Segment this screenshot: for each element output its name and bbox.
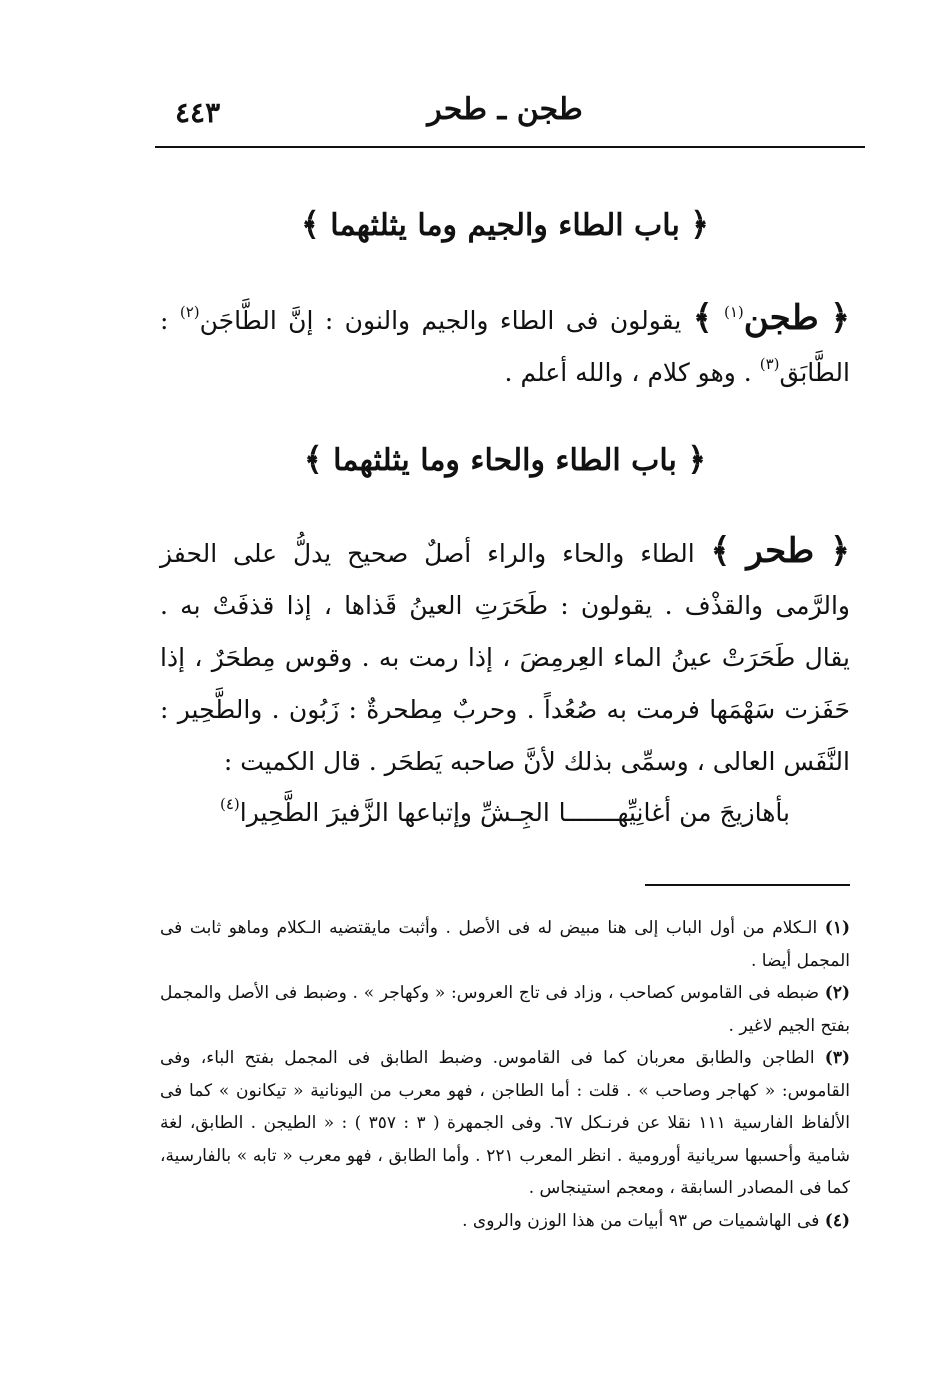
footnote-item [160,977,850,1042]
footnote-text: الـكلام من أول الباب إلى هنا مبيض له فى الأصل . وأثبت مايقتضيه الـكلام وماهو ثابت فى المجمل أيضا . [160,918,850,971]
entry-tajan [160,292,850,399]
ornate-bracket-close: ﴾ [692,298,713,338]
header-rule [155,146,865,148]
footnote-rule [645,884,850,886]
hemistich-text: بأهازيجَ من أغانِيِّهـ [610,798,790,827]
verse-hemistich-1 [559,798,790,827]
footnotes [160,912,850,1237]
footnote-ref: (٢) [179,303,200,321]
footnote-ref: (٣) [759,355,780,373]
entry-headword: طحر [746,531,815,571]
entry-text: الطاء والحاء والراء أصلٌ صحيح يدلُّ على الحفز والرَّمى والقذْف . يقولون : طَحَرَتِ العينُ قَذاها ، إذا قذفَتْ به . يقال طَحَرَتْ عينُ الماء العِرمِضَ ، إذا رمت به . وقوس مِطحَرٌ ، إذا حَفَزت سَهْمَها فرمت به صُعُداً . وحربٌ مِطحرةٌ : زَبُون . والطَّحِير : النَّفَس العالى ، وسمِّى بذلك لأنَّ صاحبه يَطحَر . قال الكميت : [160,539,850,776]
verse-hemistich-2 [220,795,550,827]
page-number: ٤٤٣ [175,96,221,129]
ornate-bracket-open: ﴿ [830,298,850,338]
chapter-heading-2 [155,440,855,478]
ornate-bracket-open: ﴿ [830,531,850,571]
footnote-ref: (١) [724,303,744,321]
footnote-text: ضبطه فى القاموس كصاحب ، وزاد فى تاج العروس: « وكهاجر » . وضبط فى الأصل والمجمل بفتح الجيم لاغير . [160,983,850,1036]
running-head: طجن ـ طحر [427,92,583,127]
chapter-title: باب الطاء والجيم وما يثلثهما [330,208,680,243]
entry-headword: طجن [743,298,819,338]
footnote-number: (٢) [824,983,851,1003]
hemistich-text: الجِـشِّ وإتباعها الزَّفيرَ الطَّحِيرا [239,798,550,827]
ornate-bracket-open: ﴿ [690,205,709,243]
ornate-bracket-close: ﴾ [303,440,323,478]
entry-text: : الطَّابَق [160,306,850,387]
footnote-item [160,912,850,977]
ornate-bracket-open: ﴿ [687,440,707,478]
footnote-text: فى الهاشميات ص ٩٣ أبيات من هذا الوزن والروى . [462,1210,820,1231]
footnote-text: الطاجن والطابق معربان كما فى القاموس. وضبط الطابق فى المجمل بفتح الباء، وفى القاموس: « كهاجر وصاحب » . قلت : أما الطاجن ، فهو معرب من اليونانية « تيكانون » كما فى الألفاظ الفارسية ١١١ نقلا عن فرنـكل ٦٧. وفى الجمهرة ( ٣ : ٣٥٧ ) : « الطيجن . الطابق، لغة شامية وأحسبها سريانية أورومية . انظر المعرب ٢٢١ . وأما الطابق ، فهو معرب « تابه » بالفارسية، كما فى المصادر السابقة ، ومعجم استينجاس . [160,1048,850,1198]
entry-tahar [160,525,850,788]
footnote-ref: (٤) [220,795,240,813]
footnote-number: (٤) [824,1210,850,1231]
poetry-verse [160,795,850,854]
chapter-heading-1 [155,205,855,243]
ornate-bracket-close: ﴾ [301,205,320,243]
footnote-item [160,1042,850,1205]
footnote-item [160,1205,850,1238]
entry-text: . وهو كلام ، والله أعلم . [504,358,752,387]
verse-tatweel: ــــــا [558,798,611,827]
entry-text: يقولون فى الطاء والجيم والنون : إنَّ الطَّاجَن [199,306,682,335]
ornate-bracket-close: ﴾ [710,531,731,571]
page-header [155,92,855,136]
footnote-number: (١) [824,918,850,938]
chapter-title: باب الطاء والحاء وما يثلثهما [333,443,677,478]
footnote-number: (٣) [824,1048,851,1068]
